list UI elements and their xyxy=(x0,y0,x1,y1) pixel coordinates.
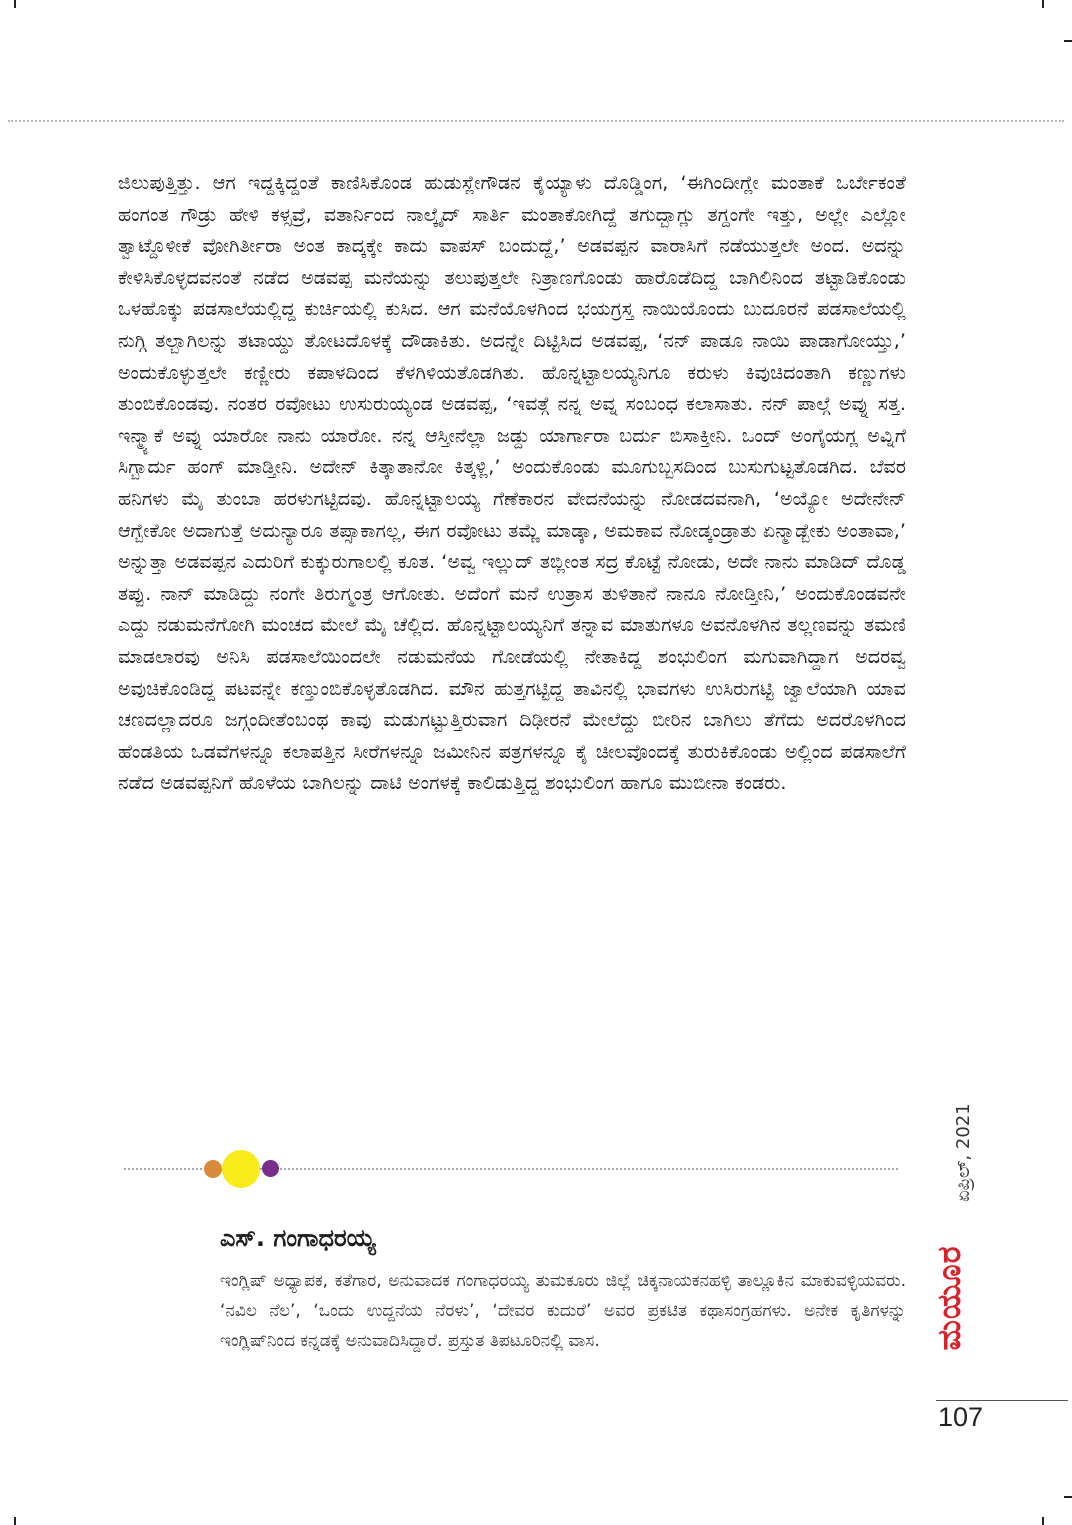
crop-mark-top-left xyxy=(14,0,16,8)
story-paragraph: ಜಿಲುಪುತ್ತಿತ್ತು. ಆಗ ಇದ್ದಕ್ಕಿದ್ದಂತೆ ಕಾಣಿಸಿಕೊಂಡ ಹುಡುಸ್ಲೇಗೌಡನ ಕೈಯ್ಯಾಳು ದೊಡ್ಡಿಂಗ, ‘ಈಗಿಂದೀಗ್ಲೇ ಮಂತಾಕೆ ಒರ್ಬೇಕಂತೆ ಹಂಗಂತ ಗೌಡ್ರು ಹೇಳಿ ಕಳ್ಸವ್ರೆ, ವತಾರ್ನಿಂದ ನಾಲ್ಕೈದ್ ಸಾರ್ತಿ ಮಂತಾಕೋಗಿದ್ದೆ ತಗುದ್ಬಾಗ್ಲು ತಗ್ದಂಗೇ ಇತ್ತು, ಅಲ್ಲೇ ಎಲ್ಲೋ ತ್ವಾಟ್ದೊಳೀಕೆ ವೋಗಿರ್ತೀರಾ ಅಂತ ಕಾದ್ಕಕ್ಕೇ ಕಾದು ವಾಪಸ್ ಬಂದುದ್ದೆ,’ ಅಡವಪ್ಪನ ವಾರಾಸಿಗೆ ನಡೆಯುತ್ತಲೇ ಅಂದ. ಅದನ್ನು ಕೇಳಿಸಿಕೊಳ್ಳದವನಂತೆ ನಡೆದ ಅಡವಪ್ಪ ಮನೆಯನ್ನು ತಲುಪುತ್ತಲೇ ನಿತ್ರಾಣಗೊಂಡು ಹಾರೊಡೆದಿದ್ದ ಬಾಗಿಲಿನಿಂದ ತಟ್ಟಾಡಿಕೊಂಡು ಒಳಹೊಕ್ಕು ಪಡಸಾಲೆಯಲ್ಲಿದ್ದ ಕುರ್ಚಿಯಲ್ಲಿ ಕುಸಿದ. ಆಗ ಮನೆಯೊಳಗಿಂದ ಭಯಗ್ರಸ್ತ ನಾಯಿಯೊಂದು ಬುದೂರನೆ ಪಡಸಾಲೆಯಲ್ಲಿ ನುಗ್ಗಿ ತಲ್ಬಾಗಿಲನ್ನು ತಟಾಯ್ದು ತೋಟದೊಳಕ್ಕೆ ದೌಡಾಕಿತು. ಅದನ್ನೇ ದಿಟ್ಟಿಸಿದ ಅಡವಪ್ಪ, ‘ನನ್ ಪಾಡೂ ನಾಯಿ ಪಾಡಾಗೋಯ್ತು,’ ಅಂದುಕೊಳ್ಳುತ್ತಲೇ ಕಣ್ಣೀರು ಕಪಾಳದಿಂದ ಕೆಳಗಿಳಿಯತೊಡಗಿತು. ಹೊನ್ನಟ್ಟಾಲಯ್ಯನಿಗೂ ಕರುಳು ಕಿವುಚಿದಂತಾಗಿ ಕಣ್ಣುಗಳು ತುಂಬಿಕೊಂಡವು. ನಂತರ ರವೋಟು ಉಸುರುಯ್ಯಂಡ ಅಡವಪ್ಪ, ‘ಇವತ್ಗೆ ನನ್ನ ಅವ್ನ ಸಂಬಂಧ ಕಲಾಸಾತು. ನನ್ ಪಾಲ್ಗೆ ಅವ್ನು ಸತ್ತ. ಇನ್ಮ್ಯಾಕೆ ಅವ್ನು ಯಾರೋ ನಾನು ಯಾರೋ. ನನ್ನ ಆಸ್ತೀನೆಲ್ಲಾ ಜಡ್ದು ಯಾರ್ಗಾರಾ ಬರ್ದು ಬಿಸಾಕ್ತೀನಿ. ಒಂದ್ ಅಂಗೈಯಗ್ಲ ಅವ್ನಿಗೆ ಸಿಗ್ಬಾರ್ದು ಹಂಗ್ ಮಾಡ್ತೀನಿ. ಅದೇನ್ ಕಿತ್ಕಾತಾನೋ ಕಿತ್ಕಳ್ಲಿ,’ ಅಂದುಕೊಂಡು ಮೂಗುಬ್ಬಸದಿಂದ ಬುಸುಗುಟ್ಟತೊಡಗಿದ. ಬೆವರ ಹನಿಗಳು ಮೈ ತುಂಬಾ ಹರಳುಗಟ್ಟಿದವು. ಹೊನ್ನಟ್ಟಾಲಯ್ಯ ಗೆಣೆಕಾರನ ವೇದನೆಯನ್ನು ನೋಡದವನಾಗಿ, ‘ಅಯ್ಯೋ ಅದೇನೇನ್ ಆಗ್ಬೇಕೋ ಅದಾಗುತ್ತೆ ಅದುನ್ಯಾರೂ ತಪ್ಸಾಕಾಗಲ್ಲ, ಈಗ ರವೋಟು ತಮ್ಣೆ ಮಾಡ್ಕಾ, ಅಮಕಾವ ನೋಡ್ಕಂಡ್ರಾತು ಏನ್ಮಾಡ್ಬೇಕು ಅಂತಾವಾ,’ ಅನ್ನುತ್ತಾ ಅಡವಪ್ಪನ ಎದುರಿಗೆ ಕುಕ್ಕುರುಗಾಲಲ್ಲಿ ಕೂತ. ‘ಅವ್ವ ಇಲ್ಲುದ್ ತಬ್ಲೀಂತ ಸದ್ರ ಕೊಟ್ಟೆ ನೋಡು, ಅದೇ ನಾನು ಮಾಡಿದ್ ದೊಡ್ಡ ತಪ್ಪು. ನಾನ್ ಮಾಡಿದ್ದು ನಂಗೇ ತಿರುಗ್ಮಂತ್ರ ಆಗೋತು. ಅದೆಂಗೆ ಮನೆ ಉತ್ರಾಸ ತುಳಿತಾನೆ ನಾನೂ ನೋಡ್ತೀನಿ,’ ಅಂದುಕೊಂಡವನೇ ಎದ್ದು ನಡುಮನೆಗೋಗಿ ಮಂಚದ ಮೇಲೆ ಮೈ ಚೆಲ್ಲಿದ. ಹೊನ್ನಟ್ಟಾಲಯ್ಯನಿಗೆ ತನ್ನಾವ ಮಾತುಗಳೂ ಅವನೊಳಗಿನ ತಲ್ಲಣವನ್ನು ತಮಣಿ ಮಾಡಲಾರವು ಅನಿಸಿ ಪಡಸಾಲೆಯಿಂದಲೇ ನಡುಮನೆಯ ಗೋಡೆಯಲ್ಲಿ ನೇತಾಕಿದ್ದ ಶಂಭುಲಿಂಗ ಮಗುವಾಗಿದ್ದಾಗ ಅದರವ್ವ ಅವುಚಿಕೊಂಡಿದ್ದ ಪಟವನ್ನೇ ಕಣ್ತುಂಬಿಕೊಳ್ಳತೊಡಗಿದ. ಮೌನ ಹುತ್ತಗಟ್ಟಿದ್ದ ತಾವಿನಲ್ಲಿ ಭಾವಗಳು ಉಸಿರುಗಟ್ಟಿ ಜ್ವಾಲೆಯಾಗಿ ಯಾವ ಚಣದಲ್ಲಾದರೂ ಜಗ್ಗಂದೀತೆಂಬಂಥ ಕಾವು ಮಡುಗಟ್ಟುತ್ತಿರುವಾಗ ದಿಢೀರನೆ ಮೇಲೆದ್ದು ಬೀರಿನ ಬಾಗಿಲು ತೆಗೆದು ಅದರೊಳಗಿಂದ ಹೆಂಡತಿಯ ಒಡವೆಗಳನ್ನೂ ಕಲಾಪತ್ತಿನ ಸೀರೆಗಳನ್ನೂ ಜಮೀನಿನ ಪತ್ರಗಳನ್ನೂ ಕೈ ಚೀಲವೊಂದಕ್ಕೆ ತುರುಕಿಕೊಂಡು ಅಲ್ಲಿಂದ ಪಡಸಾಲೆಗೆ ನಡೆದ ಅಡವಪ್ಪನಿಗೆ ಹೊಳೆಯ ಬಾಗಿಲನ್ನು ದಾಟಿ ಅಂಗಳಕ್ಕೆ ಕಾಲಿಡುತ್ತಿದ್ದ ಶಂಭುಲಿಂಗ ಹಾಗೂ ಮುಬೀನಾ ಕಂಡರು. xyxy=(118,172,906,795)
decorative-divider xyxy=(124,1150,898,1190)
crop-mark-right-lower xyxy=(1064,1496,1072,1498)
magazine-logo: ಮಯೂರ xyxy=(930,1245,968,1351)
author-name: ಎಸ್. ಗಂಗಾಧರಯ್ಯ xyxy=(220,1224,376,1252)
purple-dot-ornament xyxy=(262,1160,279,1177)
crop-mark-top-right xyxy=(1042,0,1044,8)
page-number: 107 xyxy=(938,1402,984,1432)
page-number-rule xyxy=(936,1400,1068,1401)
top-dotted-divider xyxy=(8,120,1064,122)
crop-mark-bottom-right xyxy=(1042,1517,1044,1525)
author-bio: ಇಂಗ್ಲಿಷ್ ಅಧ್ಯಾಪಕ, ಕತೆಗಾರ, ಅನುವಾದಕ ಗಂಗಾಧರಯ್ಯ ತುಮಕೂರು ಜಿಲ್ಲೆ ಚಿಕ್ಕನಾಯಕನಹಳ್ಳಿ ತಾಲ್ಲೂಕಿನ ಮಾಕುವಳ್ಳಿಯವರು. ‘ನವಿಲ ನೆಲ’, ‘ಒಂದು ಉದ್ದನೆಯ ನೆರಳು’, ‘ದೇವರ ಕುದುರೆ’ ಅವರ ಪ್ರಕಟಿತ ಕಥಾಸಂಗ್ರಹಗಳು. ಅನೇಕ ಕೃತಿಗಳನ್ನು ಇಂಗ್ಲಿಷ್‌ನಿಂದ ಕನ್ನಡಕ್ಕೆ ಅನುವಾದಿಸಿದ್ದಾರೆ. ಪ್ರಸ್ತುತ ತಿಪಟೂರಿನಲ್ಲಿ ವಾಸ. xyxy=(220,1271,906,1351)
story-text-column xyxy=(118,168,906,800)
yellow-dot-ornament xyxy=(222,1150,260,1188)
crop-mark-bottom-left xyxy=(14,1517,16,1525)
issue-date: ಏಪ್ರಿಲ್, 2021 xyxy=(953,1103,974,1202)
orange-dot-ornament xyxy=(204,1160,222,1178)
crop-mark-right-upper xyxy=(1064,40,1072,42)
